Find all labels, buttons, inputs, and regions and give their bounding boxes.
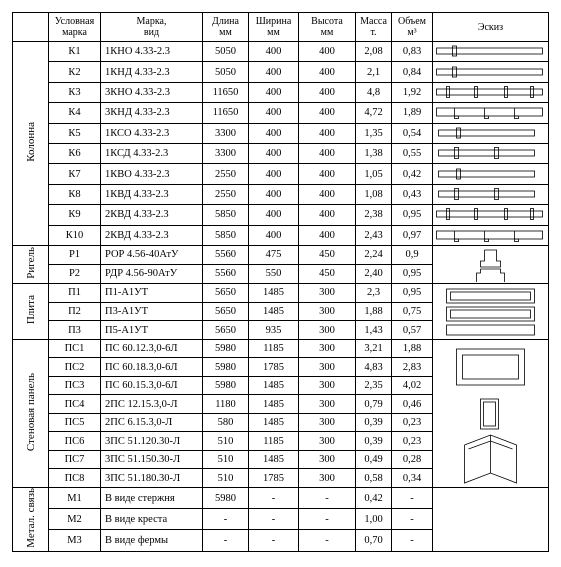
cell-width: 400 — [249, 225, 299, 245]
cell-length: 510 — [203, 450, 249, 469]
cell-mark: К1 — [49, 42, 101, 62]
group-label: Стеновая панель — [24, 372, 37, 451]
cell-volume: 0,57 — [392, 321, 433, 340]
cell-type: 2ПС 12.15.3,0-Л — [101, 395, 203, 414]
cell-length: 5650 — [203, 302, 249, 321]
cell-mass: 4,72 — [356, 103, 392, 123]
cell-width: 400 — [249, 103, 299, 123]
header-sketch: Эскиз — [433, 13, 549, 42]
cell-length: 5980 — [203, 358, 249, 377]
header-width: Ширина мм — [249, 13, 299, 42]
cell-height: 300 — [299, 358, 356, 377]
table-row — [13, 42, 549, 62]
cell-height: 300 — [299, 450, 356, 469]
cell-mass: 3,21 — [356, 339, 392, 358]
table-row — [13, 205, 549, 225]
cell-type: П5-А1УТ — [101, 321, 203, 340]
cell-height: 300 — [299, 283, 356, 302]
cell-volume: 0,55 — [392, 143, 433, 163]
cell-mark: П2 — [49, 302, 101, 321]
cell-mark: Р1 — [49, 245, 101, 264]
cell-mark: К4 — [49, 103, 101, 123]
cell-volume: 0,28 — [392, 450, 433, 469]
cell-mark: М1 — [49, 487, 101, 508]
group-label-cell — [13, 245, 49, 283]
cell-volume: 2,83 — [392, 358, 433, 377]
cell-mass: 4,83 — [356, 358, 392, 377]
cell-mass: 0,39 — [356, 413, 392, 432]
table-row — [13, 184, 549, 204]
cell-length: 5050 — [203, 42, 249, 62]
table-row — [13, 143, 549, 163]
cell-width: 400 — [249, 62, 299, 82]
cell-height: 300 — [299, 469, 356, 488]
cell-width: 400 — [249, 205, 299, 225]
table-row — [13, 164, 549, 184]
cell-mass: 2,35 — [356, 376, 392, 395]
cell-length: 3300 — [203, 143, 249, 163]
cell-length: 510 — [203, 432, 249, 451]
cell-mass: 4,8 — [356, 82, 392, 102]
cell-type: В виде креста — [101, 509, 203, 530]
cell-type: 3ПС 51.120.30-Л — [101, 432, 203, 451]
cell-volume: 0,95 — [392, 283, 433, 302]
cell-mass: 2,1 — [356, 62, 392, 82]
cell-type: 1КНО 4.33-2.3 — [101, 42, 203, 62]
cell-height: - — [299, 487, 356, 508]
cell-volume: 0,23 — [392, 413, 433, 432]
cell-mass: 0,49 — [356, 450, 392, 469]
cell-mark: К10 — [49, 225, 101, 245]
cell-height: 300 — [299, 302, 356, 321]
sketch-column-icon — [433, 62, 549, 82]
cell-mark: К2 — [49, 62, 101, 82]
group-label-cell — [13, 283, 49, 339]
cell-volume: 0,95 — [392, 205, 433, 225]
cell-width: 935 — [249, 321, 299, 340]
header-height: Высота мм — [299, 13, 356, 42]
header-length: Длина мм — [203, 13, 249, 42]
cell-mass: 0,70 — [356, 530, 392, 551]
header-row — [13, 13, 549, 42]
group-label: Ригель — [24, 247, 37, 279]
cell-volume: - — [392, 509, 433, 530]
cell-type: 2КВД 4.33-2.3 — [101, 205, 203, 225]
cell-mark: ПС3 — [49, 376, 101, 395]
cell-mass: 0,39 — [356, 432, 392, 451]
cell-height: 450 — [299, 245, 356, 264]
cell-type: ПС 60.15.3,0-6Л — [101, 376, 203, 395]
cell-type: 3КНД 4.33-2.3 — [101, 103, 203, 123]
table-row — [13, 245, 549, 264]
cell-height: 400 — [299, 103, 356, 123]
cell-height: 400 — [299, 205, 356, 225]
elements-table — [12, 12, 549, 552]
cell-mass: 1,43 — [356, 321, 392, 340]
cell-height: 400 — [299, 62, 356, 82]
header-group — [13, 13, 49, 42]
sketch-column-icon — [433, 225, 549, 245]
cell-mark: ПС5 — [49, 413, 101, 432]
cell-height: 450 — [299, 264, 356, 283]
cell-mark: ПС4 — [49, 395, 101, 414]
cell-type: 2ПС 6.15.3,0-Л — [101, 413, 203, 432]
cell-width: 1785 — [249, 469, 299, 488]
cell-width: 1485 — [249, 283, 299, 302]
cell-type: 3ПС 51.180.30-Л — [101, 469, 203, 488]
cell-volume: 0,83 — [392, 42, 433, 62]
cell-length: 5980 — [203, 339, 249, 358]
cell-height: 300 — [299, 321, 356, 340]
cell-volume: - — [392, 530, 433, 551]
cell-mass: 2,38 — [356, 205, 392, 225]
cell-width: - — [249, 487, 299, 508]
cell-mass: 1,38 — [356, 143, 392, 163]
cell-length: 5650 — [203, 321, 249, 340]
cell-mark: Р2 — [49, 264, 101, 283]
cell-width: 1185 — [249, 339, 299, 358]
cell-width: 475 — [249, 245, 299, 264]
cell-type: 1КНД 4.33-2.3 — [101, 62, 203, 82]
sketch-column-icon — [433, 164, 549, 184]
cell-mark: ПС7 — [49, 450, 101, 469]
cell-volume: 1,89 — [392, 103, 433, 123]
cell-type: РДР 4.56-90АтУ — [101, 264, 203, 283]
cell-mark: К8 — [49, 184, 101, 204]
sketch-crossbar-icon — [433, 245, 549, 283]
sketch-column-icon — [433, 42, 549, 62]
cell-width: 400 — [249, 42, 299, 62]
sketch-slab-icon — [433, 283, 549, 339]
sketch-column-icon — [433, 123, 549, 143]
cell-width: 400 — [249, 143, 299, 163]
cell-width: 1485 — [249, 376, 299, 395]
cell-mark: П3 — [49, 321, 101, 340]
cell-mass: 1,88 — [356, 302, 392, 321]
table-row — [13, 62, 549, 82]
cell-height: 300 — [299, 339, 356, 358]
header-volume: Объем м³ — [392, 13, 433, 42]
cell-type: П1-А1УТ — [101, 283, 203, 302]
table-row — [13, 487, 549, 508]
cell-height: 400 — [299, 82, 356, 102]
cell-type: РОР 4.56-40АтУ — [101, 245, 203, 264]
group-label: Плита — [24, 295, 37, 325]
cell-volume: 0,43 — [392, 184, 433, 204]
cell-volume: 0,46 — [392, 395, 433, 414]
cell-width: - — [249, 509, 299, 530]
cell-mass: 0,42 — [356, 487, 392, 508]
cell-volume: - — [392, 487, 433, 508]
cell-mark: К9 — [49, 205, 101, 225]
cell-length: 5850 — [203, 225, 249, 245]
cell-length: 580 — [203, 413, 249, 432]
cell-mark: К5 — [49, 123, 101, 143]
cell-volume: 0,23 — [392, 432, 433, 451]
cell-length: 5980 — [203, 376, 249, 395]
cell-volume: 0,42 — [392, 164, 433, 184]
header-mass: Масса т. — [356, 13, 392, 42]
cell-type: В виде фермы — [101, 530, 203, 551]
cell-width: 400 — [249, 184, 299, 204]
cell-mark: К7 — [49, 164, 101, 184]
cell-height: - — [299, 509, 356, 530]
cell-mass: 0,58 — [356, 469, 392, 488]
cell-type: 3ПС 51.150.30-Л — [101, 450, 203, 469]
cell-length: 5850 — [203, 205, 249, 225]
cell-mark: ПС2 — [49, 358, 101, 377]
sketch-wall-panel-icon — [433, 339, 549, 487]
cell-mark: ПС6 — [49, 432, 101, 451]
cell-volume: 1,92 — [392, 82, 433, 102]
cell-mass: 1,05 — [356, 164, 392, 184]
cell-height: 300 — [299, 376, 356, 395]
cell-mark: ПС1 — [49, 339, 101, 358]
table-row — [13, 103, 549, 123]
cell-volume: 0,97 — [392, 225, 433, 245]
cell-height: 300 — [299, 413, 356, 432]
cell-mass: 1,00 — [356, 509, 392, 530]
sketch-column-icon — [433, 103, 549, 123]
sketch-column-icon — [433, 205, 549, 225]
table-body — [13, 42, 549, 552]
cell-height: 300 — [299, 395, 356, 414]
cell-height: 400 — [299, 184, 356, 204]
cell-mark: М2 — [49, 509, 101, 530]
cell-type: 1КВО 4.33-2.3 — [101, 164, 203, 184]
cell-mark: К6 — [49, 143, 101, 163]
cell-width: 1185 — [249, 432, 299, 451]
cell-volume: 0,34 — [392, 469, 433, 488]
sketch-empty — [433, 487, 549, 551]
cell-height: 400 — [299, 143, 356, 163]
sketch-column-icon — [433, 184, 549, 204]
cell-volume: 4,02 — [392, 376, 433, 395]
header-type: Марка, вид — [101, 13, 203, 42]
cell-type: 1КСД 4.33-2.3 — [101, 143, 203, 163]
cell-length: 11650 — [203, 82, 249, 102]
cell-length: 2550 — [203, 164, 249, 184]
cell-mark: К3 — [49, 82, 101, 102]
cell-type: 1КВД 4.33-2.3 — [101, 184, 203, 204]
cell-width: 1485 — [249, 395, 299, 414]
cell-width: 400 — [249, 82, 299, 102]
group-label-cell — [13, 339, 49, 487]
cell-type: 2КВД 4.33-2.3 — [101, 225, 203, 245]
table-row — [13, 225, 549, 245]
cell-length: - — [203, 509, 249, 530]
cell-width: 1785 — [249, 358, 299, 377]
cell-mass: 1,35 — [356, 123, 392, 143]
table-row — [13, 339, 549, 358]
cell-mark: М3 — [49, 530, 101, 551]
table-row — [13, 82, 549, 102]
cell-length: 5650 — [203, 283, 249, 302]
cell-mass: 2,3 — [356, 283, 392, 302]
cell-width: 400 — [249, 123, 299, 143]
cell-length: 5050 — [203, 62, 249, 82]
cell-mark: П1 — [49, 283, 101, 302]
cell-mass: 2,08 — [356, 42, 392, 62]
cell-width: 1485 — [249, 302, 299, 321]
group-label-cell — [13, 487, 49, 551]
cell-length: 510 — [203, 469, 249, 488]
cell-height: 400 — [299, 225, 356, 245]
group-label: Колонна — [24, 122, 37, 162]
cell-width: 1485 — [249, 413, 299, 432]
cell-type: ПС 60.18.3,0-6Л — [101, 358, 203, 377]
cell-length: 5560 — [203, 264, 249, 283]
cell-length: 3300 — [203, 123, 249, 143]
cell-type: П3-А1УТ — [101, 302, 203, 321]
group-label-cell — [13, 42, 49, 246]
cell-mark: ПС8 — [49, 469, 101, 488]
cell-width: 400 — [249, 164, 299, 184]
table-row — [13, 123, 549, 143]
cell-type: ПС 60.12.3,0-6Л — [101, 339, 203, 358]
cell-height: - — [299, 530, 356, 551]
cell-mass: 2,24 — [356, 245, 392, 264]
cell-mass: 2,40 — [356, 264, 392, 283]
cell-mass: 2,43 — [356, 225, 392, 245]
cell-type: 1КСО 4.33-2.3 — [101, 123, 203, 143]
group-label: Метал. связь — [24, 487, 37, 548]
cell-height: 300 — [299, 432, 356, 451]
cell-length: 5560 — [203, 245, 249, 264]
cell-volume: 0,54 — [392, 123, 433, 143]
table-row — [13, 283, 549, 302]
cell-width: 1485 — [249, 450, 299, 469]
sketch-column-icon — [433, 143, 549, 163]
sketch-column-icon — [433, 82, 549, 102]
cell-volume: 0,84 — [392, 62, 433, 82]
cell-length: 5980 — [203, 487, 249, 508]
cell-width: 550 — [249, 264, 299, 283]
cell-length: 1180 — [203, 395, 249, 414]
cell-length: 11650 — [203, 103, 249, 123]
cell-length: - — [203, 530, 249, 551]
cell-height: 400 — [299, 164, 356, 184]
cell-length: 2550 — [203, 184, 249, 204]
cell-mass: 0,79 — [356, 395, 392, 414]
cell-type: 3КНО 4.33-2.3 — [101, 82, 203, 102]
cell-volume: 0,95 — [392, 264, 433, 283]
header-mark: Условная марка — [49, 13, 101, 42]
cell-width: - — [249, 530, 299, 551]
cell-volume: 1,88 — [392, 339, 433, 358]
cell-type: В виде стержня — [101, 487, 203, 508]
cell-height: 400 — [299, 123, 356, 143]
cell-height: 400 — [299, 42, 356, 62]
cell-mass: 1,08 — [356, 184, 392, 204]
cell-volume: 0,75 — [392, 302, 433, 321]
cell-volume: 0,9 — [392, 245, 433, 264]
